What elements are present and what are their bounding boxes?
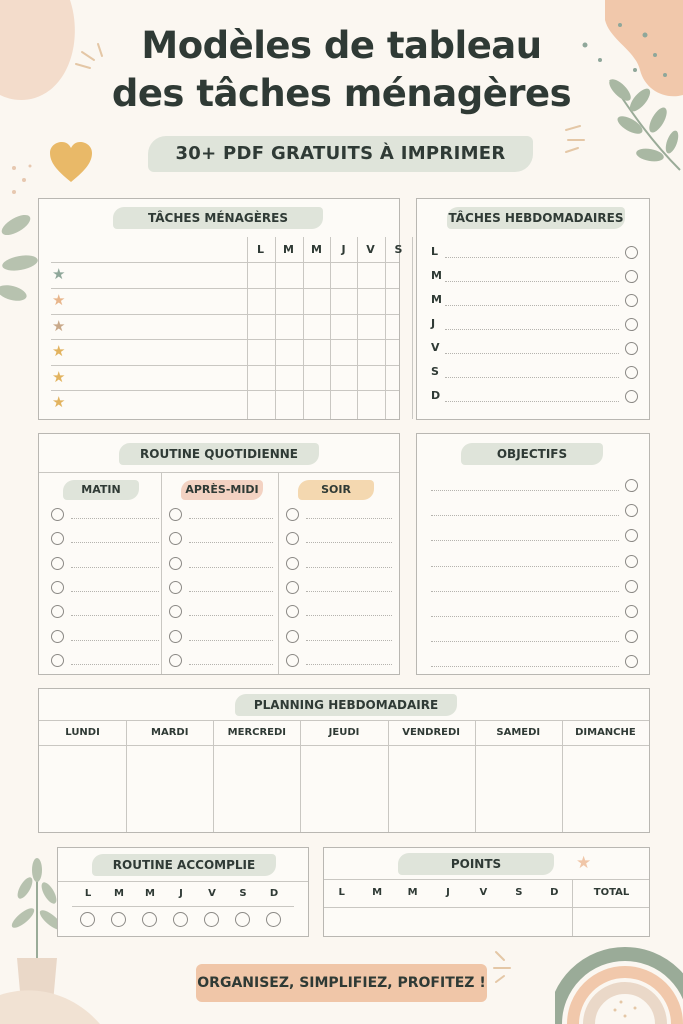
routine-line[interactable] (189, 567, 273, 568)
points-day-letter: L (338, 887, 345, 898)
star-icon: ★ (52, 265, 66, 283)
planning-cell[interactable] (564, 749, 647, 829)
star-icon: ★ (52, 393, 66, 411)
day-header: L (256, 243, 264, 256)
routine-line[interactable] (189, 542, 273, 543)
planning-cell[interactable] (390, 749, 473, 829)
day-header: V (366, 243, 375, 256)
routine-checkbox[interactable] (51, 581, 64, 594)
goal-checkbox[interactable] (625, 630, 638, 643)
star-icon: ★ (52, 342, 66, 360)
goal-line[interactable] (431, 616, 619, 617)
points-day-letter: V (479, 887, 488, 898)
points-cell[interactable] (432, 910, 463, 934)
column-divider (278, 472, 279, 674)
routine-line[interactable] (71, 542, 159, 543)
grid-line (247, 237, 248, 419)
done-checkbox[interactable] (266, 912, 281, 927)
points-total-cell[interactable] (576, 910, 646, 934)
subtitle-banner: 30+ PDF GRATUITS À IMPRIMER (148, 136, 533, 172)
goal-line[interactable] (431, 666, 619, 667)
routine-checkbox[interactable] (286, 605, 299, 618)
page-title (0, 22, 683, 118)
grid-line (357, 237, 358, 419)
routine-line[interactable] (306, 542, 392, 543)
divider (324, 907, 649, 908)
routine-column-title: SOIR (298, 480, 374, 500)
star-icon: ★ (576, 853, 592, 873)
routine-checkbox[interactable] (286, 630, 299, 643)
planning-day-header: DIMANCHE (575, 727, 636, 738)
points-cell[interactable] (397, 910, 428, 934)
planning-day-header: LUNDI (65, 727, 100, 738)
planning-cell[interactable] (128, 749, 211, 829)
decor-dashes-bottom (490, 946, 520, 986)
planning-day-header: VENDREDI (402, 727, 461, 738)
task-line[interactable] (445, 377, 619, 378)
chores-title: TÂCHES MÉNAGÈRES (113, 207, 323, 229)
routine-checkbox[interactable] (169, 532, 182, 545)
grid-line (385, 237, 386, 419)
routine-checkbox[interactable] (51, 654, 64, 667)
chore-row[interactable] (69, 315, 245, 338)
day-header: M (283, 243, 294, 256)
divider (39, 472, 399, 473)
routine-line[interactable] (189, 664, 273, 665)
title-line-2: des tâches ménagères (111, 72, 572, 115)
routine-line[interactable] (71, 567, 159, 568)
chore-row[interactable] (69, 366, 245, 389)
heart-icon (48, 140, 94, 184)
task-line[interactable] (445, 401, 619, 402)
star-icon: ★ (52, 368, 66, 386)
goal-checkbox[interactable] (625, 605, 638, 618)
daily-routine-title: ROUTINE QUOTIDIENNE (119, 443, 319, 465)
task-line[interactable] (445, 353, 619, 354)
points-cell[interactable] (503, 910, 534, 934)
routine-checkbox[interactable] (169, 581, 182, 594)
day-header: M (311, 243, 322, 256)
routine-done-title: ROUTINE ACCOMPLIE (92, 854, 276, 876)
day-header: S (394, 243, 403, 256)
routine-line[interactable] (306, 664, 392, 665)
routine-checkbox[interactable] (169, 557, 182, 570)
chore-row[interactable] (69, 263, 245, 286)
points-cell[interactable] (468, 910, 499, 934)
planning-day-header: MARDI (151, 727, 189, 738)
grid-line (412, 237, 413, 419)
routine-checkbox[interactable] (169, 654, 182, 667)
planning-cell[interactable] (302, 749, 385, 829)
planning-cell[interactable] (477, 749, 560, 829)
leaf-branch-icon (0, 205, 40, 305)
done-day-letter: L (84, 888, 92, 899)
daily-routine-panel (38, 433, 400, 675)
goals-panel (416, 433, 650, 675)
routine-column-title: MATIN (63, 480, 139, 500)
task-checkbox[interactable] (625, 318, 638, 331)
decor-dots-left (8, 160, 38, 200)
routine-checkbox[interactable] (51, 557, 64, 570)
points-title: POINTS (398, 853, 554, 875)
routine-checkbox[interactable] (51, 508, 64, 521)
chores-panel (38, 198, 403, 420)
goals-title: OBJECTIFS (461, 443, 603, 465)
divider (572, 879, 573, 936)
done-checkbox[interactable] (80, 912, 95, 927)
routine-checkbox[interactable] (286, 508, 299, 521)
goal-line[interactable] (431, 566, 619, 567)
routine-checkbox[interactable] (169, 508, 182, 521)
task-checkbox[interactable] (625, 366, 638, 379)
routine-line[interactable] (71, 518, 159, 519)
done-day-letter: J (179, 888, 183, 899)
task-checkbox[interactable] (625, 390, 638, 403)
routine-checkbox[interactable] (51, 630, 64, 643)
grid-line (275, 237, 276, 419)
task-line[interactable] (445, 257, 619, 258)
done-checkbox[interactable] (204, 912, 219, 927)
routine-line[interactable] (189, 591, 273, 592)
points-cell[interactable] (361, 910, 392, 934)
divider (58, 881, 308, 882)
column-divider (161, 472, 162, 674)
routine-checkbox[interactable] (286, 581, 299, 594)
goal-checkbox[interactable] (625, 580, 638, 593)
routine-line[interactable] (71, 640, 159, 641)
done-checkbox[interactable] (235, 912, 250, 927)
decor-dashes-right (562, 122, 592, 162)
chore-row[interactable] (69, 289, 245, 312)
goal-line[interactable] (431, 641, 619, 642)
points-day-letter: M (407, 887, 418, 898)
chore-row[interactable] (69, 391, 245, 414)
done-checkbox[interactable] (111, 912, 126, 927)
task-checkbox[interactable] (625, 294, 638, 307)
task-checkbox[interactable] (625, 246, 638, 259)
weekly-planning-title: PLANNING HEBDOMADAIRE (235, 694, 457, 716)
goal-line[interactable] (431, 490, 619, 491)
done-day-letter: M (145, 888, 155, 899)
routine-checkbox[interactable] (286, 654, 299, 667)
routine-line[interactable] (306, 591, 392, 592)
routine-line[interactable] (306, 640, 392, 641)
task-line[interactable] (445, 305, 619, 306)
title-line-1: Modèles de tableau (141, 24, 542, 67)
planning-day-header: JEUDI (328, 727, 360, 738)
routine-checkbox[interactable] (286, 532, 299, 545)
goal-line[interactable] (431, 540, 619, 541)
points-day-letter: D (550, 887, 559, 898)
column-divider (475, 720, 476, 832)
done-day-letter: V (208, 888, 216, 899)
column-divider (388, 720, 389, 832)
goal-line[interactable] (431, 591, 619, 592)
column-divider (213, 720, 214, 832)
routine-column-title: APRÈS-MIDI (181, 480, 263, 500)
goal-line[interactable] (431, 515, 619, 516)
done-checkbox[interactable] (142, 912, 157, 927)
divider (72, 906, 294, 907)
done-checkbox[interactable] (173, 912, 188, 927)
routine-line[interactable] (189, 518, 273, 519)
routine-checkbox[interactable] (169, 630, 182, 643)
points-total-label: TOTAL (593, 887, 630, 898)
done-day-letter: M (114, 888, 124, 899)
points-cell[interactable] (326, 910, 357, 934)
routine-line[interactable] (189, 640, 273, 641)
goal-checkbox[interactable] (625, 479, 638, 492)
divider (324, 879, 649, 880)
goal-checkbox[interactable] (625, 555, 638, 568)
done-day-letter: D (269, 888, 279, 899)
points-day-letter: M (372, 887, 383, 898)
task-checkbox[interactable] (625, 342, 638, 355)
planning-cell[interactable] (41, 749, 124, 829)
weekly-day-letter: S (431, 365, 439, 378)
planning-day-header: SAMEDI (496, 727, 541, 738)
goal-checkbox[interactable] (625, 529, 638, 542)
star-icon: ★ (52, 317, 66, 335)
grid-line (330, 237, 331, 419)
routine-line[interactable] (71, 591, 159, 592)
points-cell[interactable] (539, 910, 570, 934)
routine-line[interactable] (71, 664, 159, 665)
routine-line[interactable] (306, 567, 392, 568)
divider (39, 745, 649, 746)
routine-line[interactable] (71, 615, 159, 616)
column-divider (562, 720, 563, 832)
task-line[interactable] (445, 281, 619, 282)
star-icon: ★ (52, 291, 66, 309)
goal-checkbox[interactable] (625, 504, 638, 517)
footer-banner: ORGANISEZ, SIMPLIFIEZ, PROFITEZ ! (196, 964, 487, 1002)
points-panel (323, 847, 650, 937)
task-checkbox[interactable] (625, 270, 638, 283)
day-header: J (341, 243, 346, 256)
weekly-day-letter: L (431, 245, 439, 258)
points-day-letter: J (446, 887, 450, 898)
points-day-letter: S (515, 887, 523, 898)
routine-checkbox[interactable] (169, 605, 182, 618)
routine-checkbox[interactable] (51, 605, 64, 618)
weekly-tasks-panel (416, 198, 650, 420)
routine-checkbox[interactable] (286, 557, 299, 570)
chore-row[interactable] (69, 340, 245, 363)
weekly-day-letter: V (431, 341, 440, 354)
task-line[interactable] (445, 329, 619, 330)
routine-done-panel (57, 847, 309, 937)
grid-line (303, 237, 304, 419)
weekly-planning-panel (38, 688, 650, 833)
planning-day-header: MERCREDI (227, 727, 287, 738)
weekly-tasks-title: TÂCHES HEBDOMADAIRES (447, 207, 625, 229)
column-divider (300, 720, 301, 832)
routine-line[interactable] (306, 615, 392, 616)
column-divider (126, 720, 127, 832)
decor-blob-bottom-left (0, 985, 100, 1024)
routine-line[interactable] (306, 518, 392, 519)
weekly-day-letter: M (431, 293, 442, 306)
weekly-day-letter: M (431, 269, 442, 282)
planning-cell[interactable] (215, 749, 298, 829)
weekly-day-letter: D (431, 389, 441, 402)
done-day-letter: S (239, 888, 247, 899)
routine-line[interactable] (189, 615, 273, 616)
routine-checkbox[interactable] (51, 532, 64, 545)
divider (39, 720, 649, 721)
goal-checkbox[interactable] (625, 655, 638, 668)
weekly-day-letter: J (431, 317, 436, 330)
